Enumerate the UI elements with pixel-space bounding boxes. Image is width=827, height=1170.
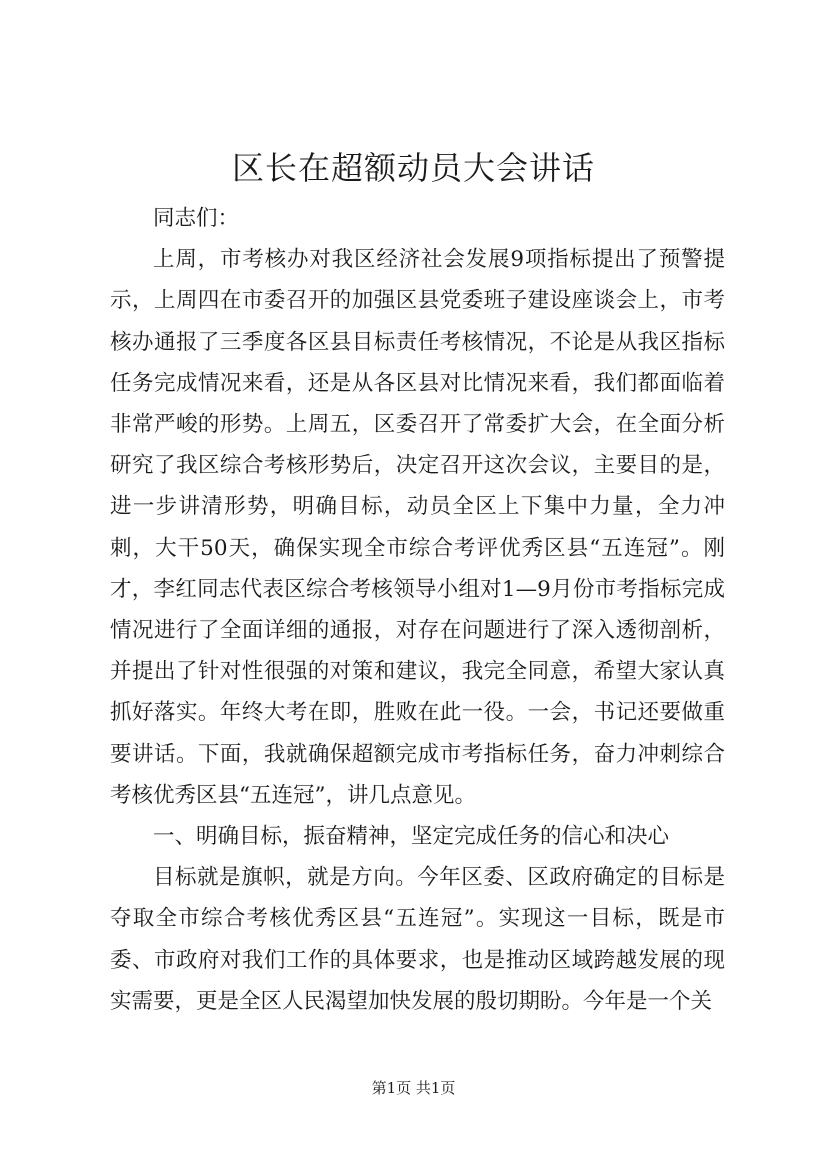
document-title: 区长在超额动员大会讲话 xyxy=(231,149,595,187)
page-footer: 第1页 共1页 xyxy=(371,1079,456,1097)
body-paragraph: 目标就是旗帜，就是方向。今年区委、区政府确定的目标是夺取全市综合考核优秀区县“五连冠”。实现这一目标，既是市委、市政府对我们工作的具体要求，也是推动区域跨越发展的现实需要，更是全区人民渴望加快发展的殷切期盼。今年是一个关 xyxy=(110,865,725,1014)
document-body xyxy=(110,198,725,1022)
salutation-paragraph: 同志们： xyxy=(153,206,240,231)
body-paragraph: 上周，市考核办对我区经济社会发展9项指标提出了预警提示，上周四在市委召开的加强区县党委班子建设座谈会上，市考核办通报了三季度各区县目标责任考核情况，不论是从我区指标任务完成情况来看，还是从各区县对比情况来看，我们都面临着非常严峻的形势。上周五，区委召开了常委扩大会，在全面分析研究了我区综合考核形势后，决定召开这次会议，主要目的是，进一步讲清形势，明确目标，动员全区上下集中力量，全力冲刺，大干50天，确保实现全市综合考评优秀区县“五连冠”。刚才，李红同志代表区综合考核领导小组对1—9月份市考指标完成情况进行了全面详细的通报，对存在问题进行了深入透彻剖析，并提出了针对性很强的对策和建议，我完全同意，希望大家认真抓好落实。年终大考在即，胜败在此一役。一会，书记还要做重要讲话。下面，我就确保超额完成市考指标任务，奋力冲刺综合考核优秀区县“五连冠”，讲几点意见。 xyxy=(110,247,725,808)
section-heading: 一、明确目标，振奋精神，坚定完成任务的信心和决心 xyxy=(153,824,670,850)
